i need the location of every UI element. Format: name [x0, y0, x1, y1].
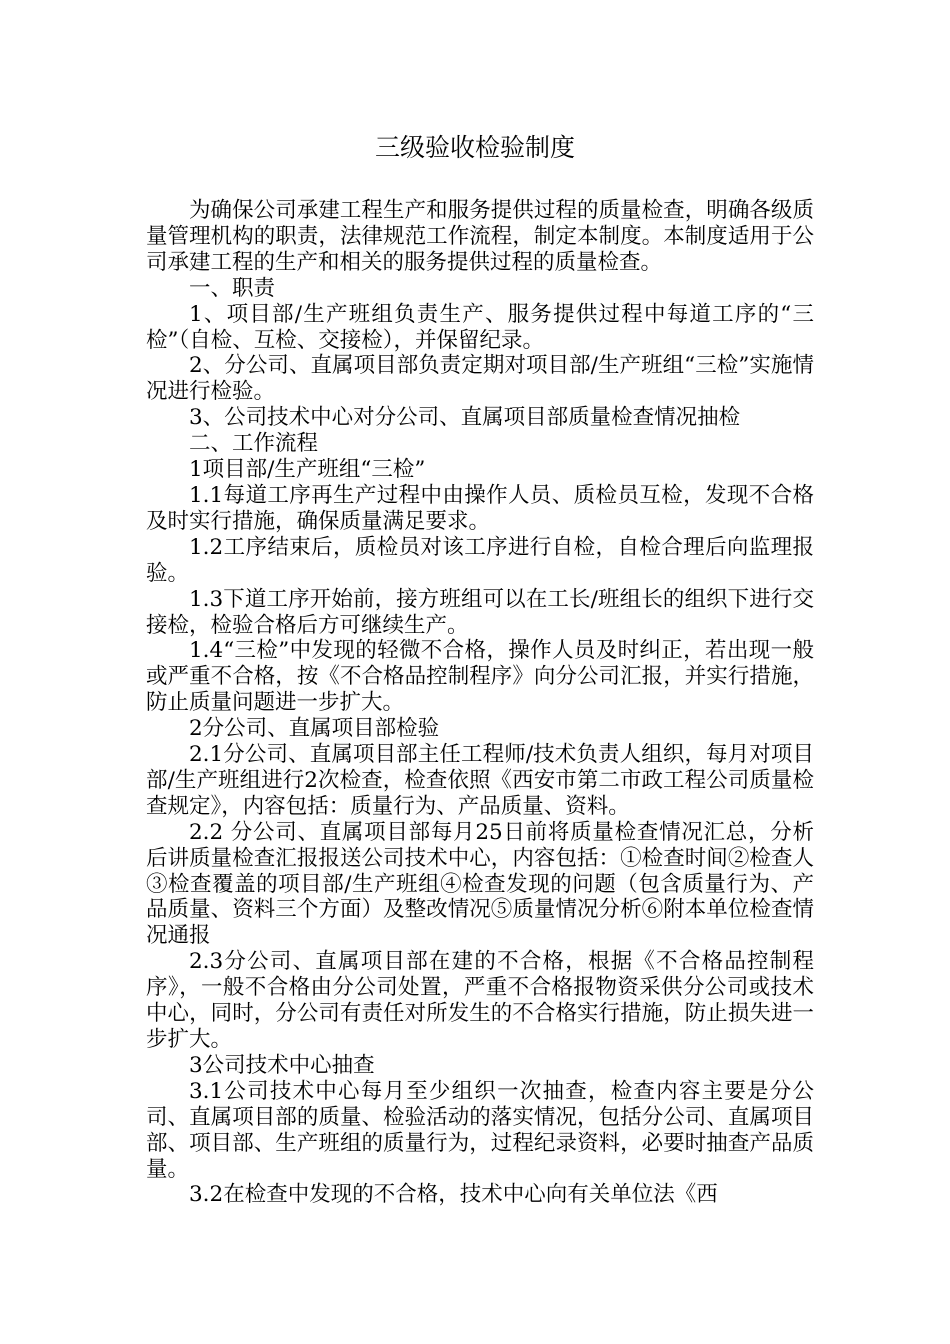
document-body — [146, 198, 814, 1208]
subsection-heading-1: 1项目部/生产班组“三检” — [189, 457, 426, 483]
page-title: 三级验收检验制度 — [374, 133, 575, 162]
intro-paragraph: 为确保公司承建工程生产和服务提供过程的质量检查，明确各级质量管理机构的职责，法律规范工作流程，制定本制度。本制度适用于公司承建工程的生产和相关的服务提供过程的质量检查。 — [146, 198, 814, 275]
clause-1-2: 1.2工序结束后，质检员对该工序进行自检，自检合理后向监理报验。 — [146, 534, 814, 586]
subsection-heading-2: 2分公司、直属项目部检验 — [189, 716, 440, 742]
clause-1-3: 1.3下道工序开始前，接方班组可以在工长/班组长的组织下进行交接检，检验合格后方可继续生产。 — [146, 586, 814, 638]
section-heading-responsibilities: 一、职责 — [189, 275, 276, 301]
clause-2-3: 2.3分公司、直属项目部在建的不合格，根据《不合格品控制程序》，一般不合格由分公司处置，严重不合格报物资采供分公司或技术中心，同时，分公司有责任对所发生的不合格实行措施，防止损失进一步扩大。 — [146, 949, 814, 1052]
clause-3-1: 3.1公司技术中心每月至少组织一次抽查，检查内容主要是分公司、直属项目部的质量、检验活动的落实情况，包括分公司、直属项目部、项目部、生产班组的质量行为，过程纪录资料，必要时抽查产品质量。 — [146, 1078, 814, 1182]
clause-1-1: 1.1每道工序再生产过程中由操作人员、质检员互检，发现不合格及时实行措施，确保质量满足要求。 — [146, 482, 814, 534]
responsibility-item-2: 2、分公司、直属项目部负责定期对项目部/生产班组“三检”实施情况进行检验。 — [146, 353, 814, 405]
clause-2-2: 2.2 分公司、直属项目部每月25日前将质量检查情况汇总，分析后讲质量检查汇报报送公司技术中心，内容包括：①检查时间②检查人③检查覆盖的项目部/生产班组④检查发现的问题（包含质量行为、产品质量、资料三个方面）及整改情况⑤质量情况分析⑥附本单位检查情况通报 — [146, 819, 814, 949]
clause-3-2: 3.2在检查中发现的不合格，技术中心向有关单位法《西 — [189, 1182, 718, 1208]
clause-1-4: 1.4“三检”中发现的轻微不合格，操作人员及时纠正，若出现一般或严重不合格，按《不合格品控制程序》向分公司汇报，并实行措施，防止质量问题进一步扩大。 — [146, 638, 814, 716]
section-heading-workflow: 二、工作流程 — [189, 431, 319, 457]
clause-2-1: 2.1分公司、直属项目部主任工程师/技术负责人组织，每月对项目部/生产班组进行2次检查，检查依照《西安市第二市政工程公司质量检查规定》，内容包括：质量行为、产品质量、资料。 — [146, 742, 814, 819]
responsibility-item-3: 3、公司技术中心对分公司、直属项目部质量检查情况抽检 — [189, 405, 741, 431]
responsibility-item-1: 1、项目部/生产班组负责生产、服务提供过程中每道工序的“三检”（自检、互检、交接检），并保留纪录。 — [146, 301, 814, 353]
subsection-heading-3: 3公司技术中心抽查 — [189, 1052, 375, 1078]
